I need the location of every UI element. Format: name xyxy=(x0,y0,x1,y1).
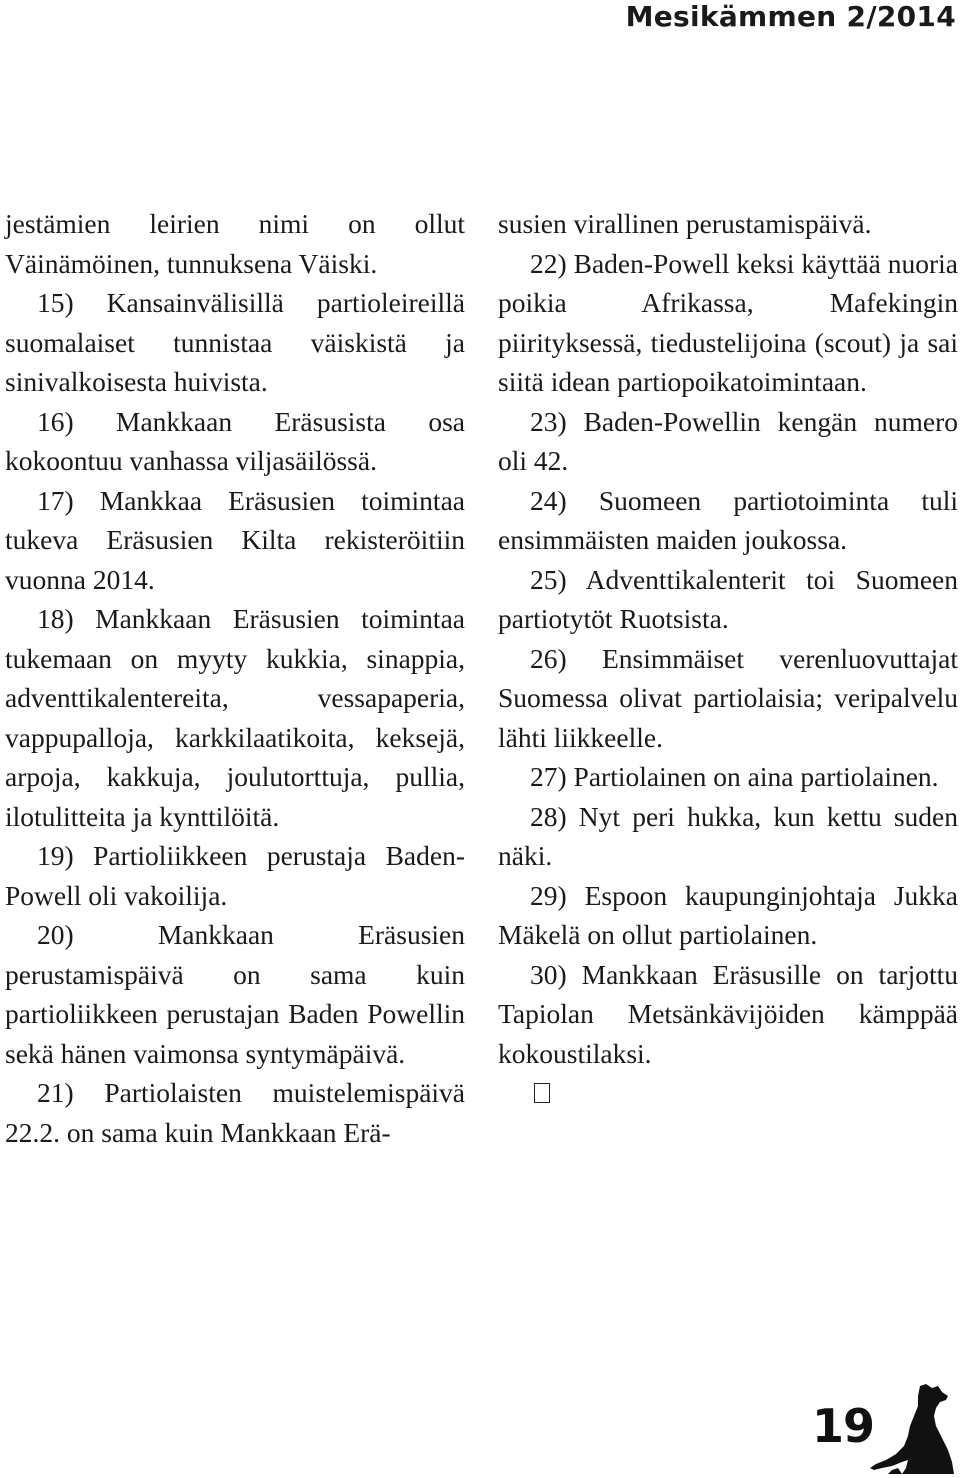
paragraph: 20) Mankkaan Eräsusien perustamispäivä on sama kuin partioliikkeen perustajan Baden Powellin sekä hänen vaimonsa syntymäpäivä. xyxy=(5,919,465,1069)
paragraph: 16) Mankkaan Eräsusista osa kokoontuu vanhassa viljasäilössä. xyxy=(5,405,465,476)
paragraph: 22) Baden-Powell keksi käyttää nuoria poikia Afrikassa, Mafekingin piirityksessä, tiedustelijoina (scout) ja sai siitä idean partiopoikatoimintaan. xyxy=(498,247,958,397)
paragraph: 21) Partiolaisten muistelemispäivä 22.2. on sama kuin Mankkaan Erä- xyxy=(5,1077,465,1148)
howling-wolf-icon xyxy=(862,1382,958,1476)
paragraph: 29) Espoon kaupunginjohtaja Jukka Mäkelä on ollut partiolainen. xyxy=(498,879,958,950)
paragraph: 24) Suomeen partiotoiminta tuli ensimmäisten maiden joukossa. xyxy=(498,484,958,555)
paragraph: 18) Mankkaan Eräsusien toimintaa tukemaan on myyty kukkia, sinappia, adventtikalentereita, vessapaperia, vappupalloja, karkkilaatikoita, keksejä, arpoja, kakkuja, joulutorttuja, pullia, ilotulitteita ja kynttilöitä. xyxy=(5,603,465,832)
left-text-column xyxy=(5,204,465,1152)
paragraph: jestämien leirien nimi on ollut Väinämöinen, tunnuksena Väiski. xyxy=(5,208,465,279)
paragraph: 23) Baden-Powellin kengän numero oli 42. xyxy=(498,405,958,476)
paragraph: 25) Adventtikalenterit toi Suomeen partiotytöt Ruotsista. xyxy=(498,563,958,634)
paragraph: 30) Mankkaan Eräsusille on tarjottu Tapiolan Metsänkävijöiden kämppää kokoustilaksi. xyxy=(498,958,958,1069)
paragraph: 27) Partiolainen on aina partiolainen. xyxy=(530,761,939,792)
page-header-title: Mesikämmen 2/2014 xyxy=(625,0,956,33)
end-of-article-mark xyxy=(534,1083,550,1103)
paragraph: susien virallinen perustamispäivä. xyxy=(498,208,872,239)
paragraph: 26) Ensimmäiset verenluovuttajat Suomessa olivat partiolaisia; veripalvelu lähti liikkeelle. xyxy=(498,642,958,753)
paragraph: 19) Partioliikkeen perustaja Baden-Powell oli vakoilija. xyxy=(5,840,465,911)
right-text-column xyxy=(498,204,958,1114)
page-number: 19 xyxy=(812,1399,875,1453)
paragraph: 28) Nyt peri hukka, kun kettu suden näki. xyxy=(498,800,958,871)
paragraph: 15) Kansainvälisillä partioleireillä suomalaiset tunnistaa väiskistä ja sinivalkoisesta huivista. xyxy=(5,287,465,397)
paragraph: 17) Mankkaa Eräsusien toimintaa tukeva Eräsusien Kilta rekisteröitiin vuonna 2014. xyxy=(5,484,465,595)
